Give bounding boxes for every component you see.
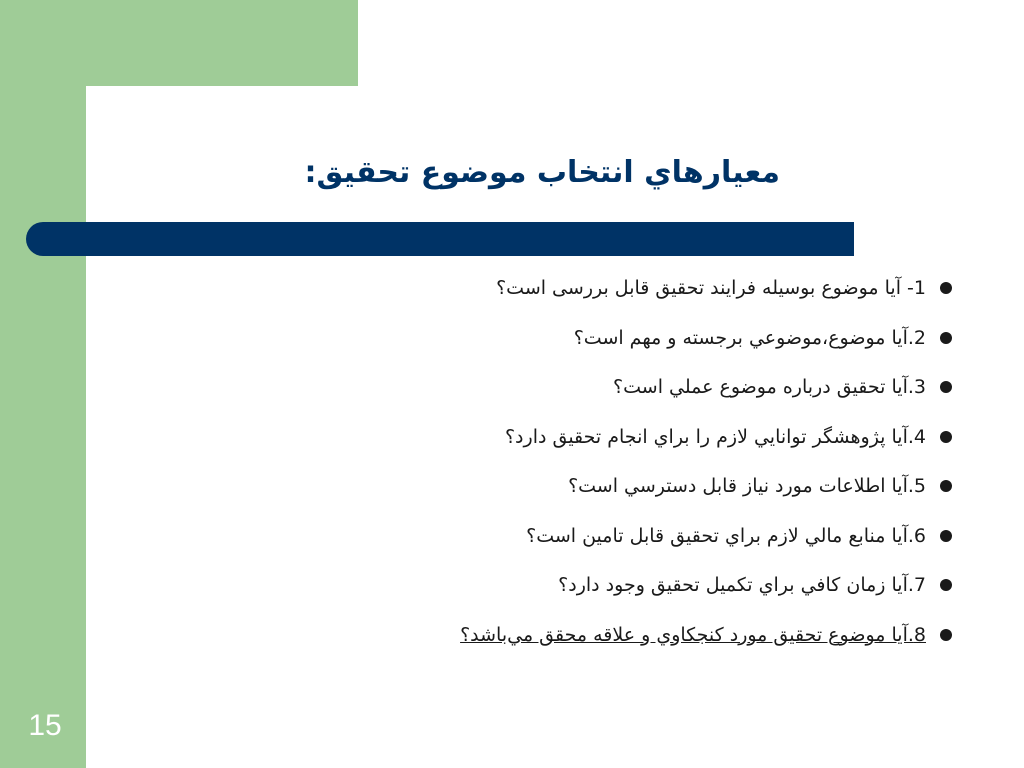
bullet-text: 4.آيا پژوهشگر توانايي لازم را براي انجام تحقيق دارد؟ bbox=[504, 425, 926, 448]
list-item bbox=[300, 516, 952, 556]
list-item bbox=[300, 615, 952, 655]
title-divider-bar bbox=[26, 222, 854, 256]
bullet-text: 2.آيا موضوع،موضوعي برجسته و مهم است؟ bbox=[573, 326, 926, 349]
left-green-bar bbox=[0, 0, 86, 768]
bullet-icon bbox=[940, 282, 952, 294]
bullet-icon bbox=[940, 431, 952, 443]
bullet-text: 5.آيا اطلاعات مورد نياز قابل دسترسي است؟ bbox=[568, 475, 926, 497]
bullet-icon bbox=[940, 629, 952, 641]
bullet-text: 7.آيا زمان كافي براي تكميل تحقيق وجود دارد؟ bbox=[558, 574, 926, 596]
bullet-text: 1- آيا موضوع بوسيله فرايند تحقيق قابل بررسی است؟ bbox=[496, 277, 926, 299]
bullet-text: 8.آيا موضوع تحقيق مورد كنجكاوي و علاقه محقق مي‌باشد؟ bbox=[460, 623, 926, 646]
list-item bbox=[300, 565, 952, 605]
bullet-icon bbox=[940, 480, 952, 492]
list-item bbox=[300, 466, 952, 506]
top-green-block bbox=[0, 0, 358, 86]
bullet-text: 3.آيا تحقيق درباره موضوع عملي است؟ bbox=[613, 376, 926, 398]
bullet-text: 6.آيا منابع مالي لازم براي تحقيق قابل تامين است؟ bbox=[526, 524, 926, 547]
bullet-icon bbox=[940, 332, 952, 344]
slide-title: معيارهاي انتخاب موضوع تحقيق: bbox=[304, 155, 780, 190]
bullet-icon bbox=[940, 381, 952, 393]
list-item bbox=[300, 367, 952, 407]
bullet-icon bbox=[940, 530, 952, 542]
list-item bbox=[300, 268, 952, 308]
slide-number: 15 bbox=[28, 709, 62, 742]
list-item bbox=[300, 318, 952, 358]
bullet-icon bbox=[940, 579, 952, 591]
list-item bbox=[300, 417, 952, 457]
bullet-list bbox=[300, 268, 952, 664]
